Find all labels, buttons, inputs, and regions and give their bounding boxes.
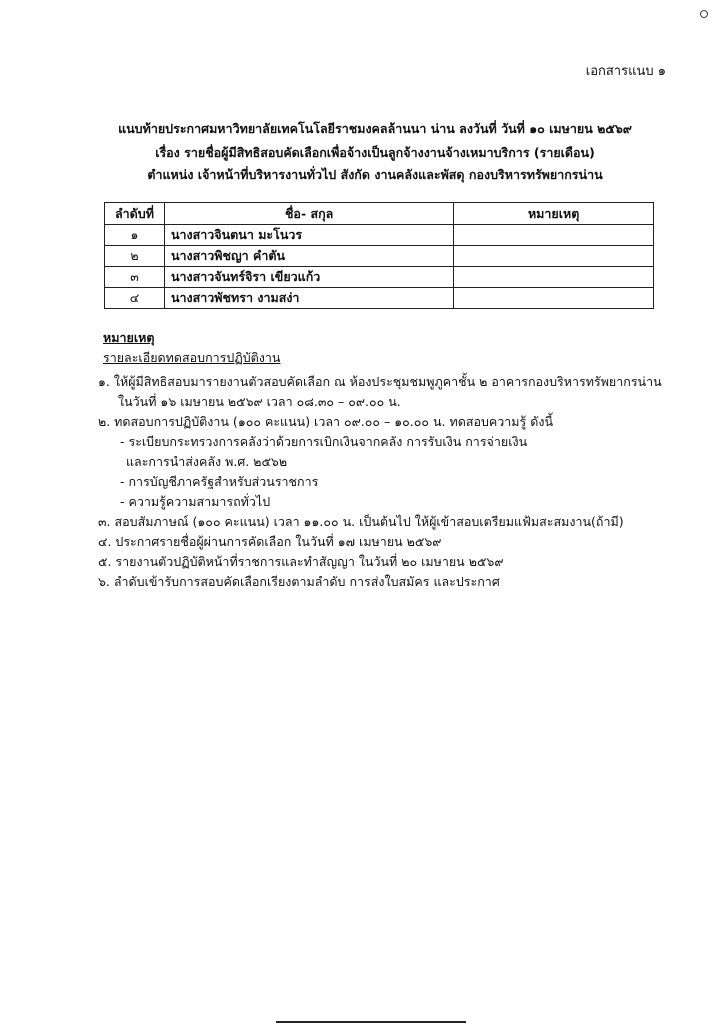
row-remark [454, 288, 654, 309]
row-number: ๓ [105, 267, 165, 288]
table-row [105, 225, 654, 246]
attachment-label: เอกสารแนบ ๑ [585, 64, 666, 79]
row-number: ๔ [105, 288, 165, 309]
column-header-name: ชื่อ- สกุล [164, 203, 453, 225]
list-item-continuation: ในวันที่ ๑๖ เมษายน ๒๕๖๙ เวลา ๐๘.๓๐ – ๐๙.๐๐ น. [118, 394, 401, 409]
footer-rule [276, 1021, 466, 1023]
row-name: นางสาวพัชทรา งามสง่า [164, 288, 453, 309]
row-name: นางสาวพิชญา คำตัน [164, 246, 453, 267]
announcement-reference: แนบท้ายประกาศมหาวิทยาลัยเทคโนโลยีราชมงคลล้านนา น่าน ลงวันที่ วันที่ ๑๐ เมษายน ๒๕๖๙ [118, 121, 632, 136]
announcement-subject: เรื่อง รายชื่อผู้มีสิทธิสอบคัดเลือกเพื่อจ้างเป็นลูกจ้างงานจ้างเหมาบริการ (รายเดือน) [155, 145, 595, 160]
table-row [105, 288, 654, 309]
table-header-row [105, 203, 654, 225]
list-item: ๕. รายงานตัวปฏิบัติหน้าที่ราชการและทำสัญญา ในวันที่ ๒๐ เมษายน ๒๕๖๙ [98, 554, 504, 569]
table-row [105, 246, 654, 267]
table-row [105, 267, 654, 288]
remarks-title: หมายเหตุ [103, 330, 155, 345]
row-remark [454, 246, 654, 267]
list-item: ๔. ประกาศรายชื่อผู้ผ่านการคัดเลือก ในวันที่ ๑๗ เมษายน ๒๕๖๙ [98, 534, 442, 549]
list-sub-item: - การบัญชีภาครัฐสำหรับส่วนราชการ [120, 474, 319, 489]
list-item: ๑. ให้ผู้มีสิทธิสอบมารายงานตัวสอบคัดเลือก ณ ห้องประชุมชมพูภูคาชั้น ๒ อาคารกองบริหารทรัพยากรน่าน [98, 374, 662, 389]
scan-mark [700, 10, 708, 18]
remarks-list [98, 372, 698, 592]
row-remark [454, 225, 654, 246]
row-name: นางสาวจันทร์จิรา เขียวแก้ว [164, 267, 453, 288]
list-item: ๒. ทดสอบการปฏิบัติงาน (๑๐๐ คะแนน) เวลา ๐๙.๐๐ – ๑๐.๐๐ น. ทดสอบความรู้ ดังนี้ [98, 414, 553, 429]
list-sub-item-continuation: และการนำส่งคลัง พ.ศ. ๒๕๖๒ [126, 454, 288, 469]
list-item: ๖. ลำดับเข้ารับการสอบคัดเลือกเรียงตามลำดับ การส่งใบสมัคร และประกาศ [98, 574, 500, 589]
column-header-remark: หมายเหตุ [454, 203, 654, 225]
list-sub-item: - ความรู้ความสามารถทั่วไป [120, 494, 271, 509]
candidate-table [104, 202, 654, 309]
row-number: ๑ [105, 225, 165, 246]
row-name: นางสาวจินตนา มะโนวร [164, 225, 453, 246]
row-remark [454, 267, 654, 288]
remarks-heading-block [103, 328, 280, 368]
row-number: ๒ [105, 246, 165, 267]
position-line: ตำแหน่ง เจ้าหน้าที่บริหารงานทั่วไป สังกัด งานคลังและพัสดุ กองบริหารทรัพยากรน่าน [147, 167, 603, 182]
list-item: ๓. สอบสัมภาษณ์ (๑๐๐ คะแนน) เวลา ๑๑.๐๐ น. เป็นต้นไป ให้ผู้เข้าสอบเตรียมแฟ้มสะสมงาน(ถ้ามี) [98, 514, 624, 529]
remarks-subtitle: รายละเอียดทดสอบการปฏิบัติงาน [103, 350, 281, 365]
list-sub-item: - ระเบียบกระทรวงการคลังว่าด้วยการเบิกเงินจากคลัง การรับเงิน การจ่ายเงิน [120, 434, 528, 449]
column-header-number: ลำดับที่ [105, 203, 165, 225]
